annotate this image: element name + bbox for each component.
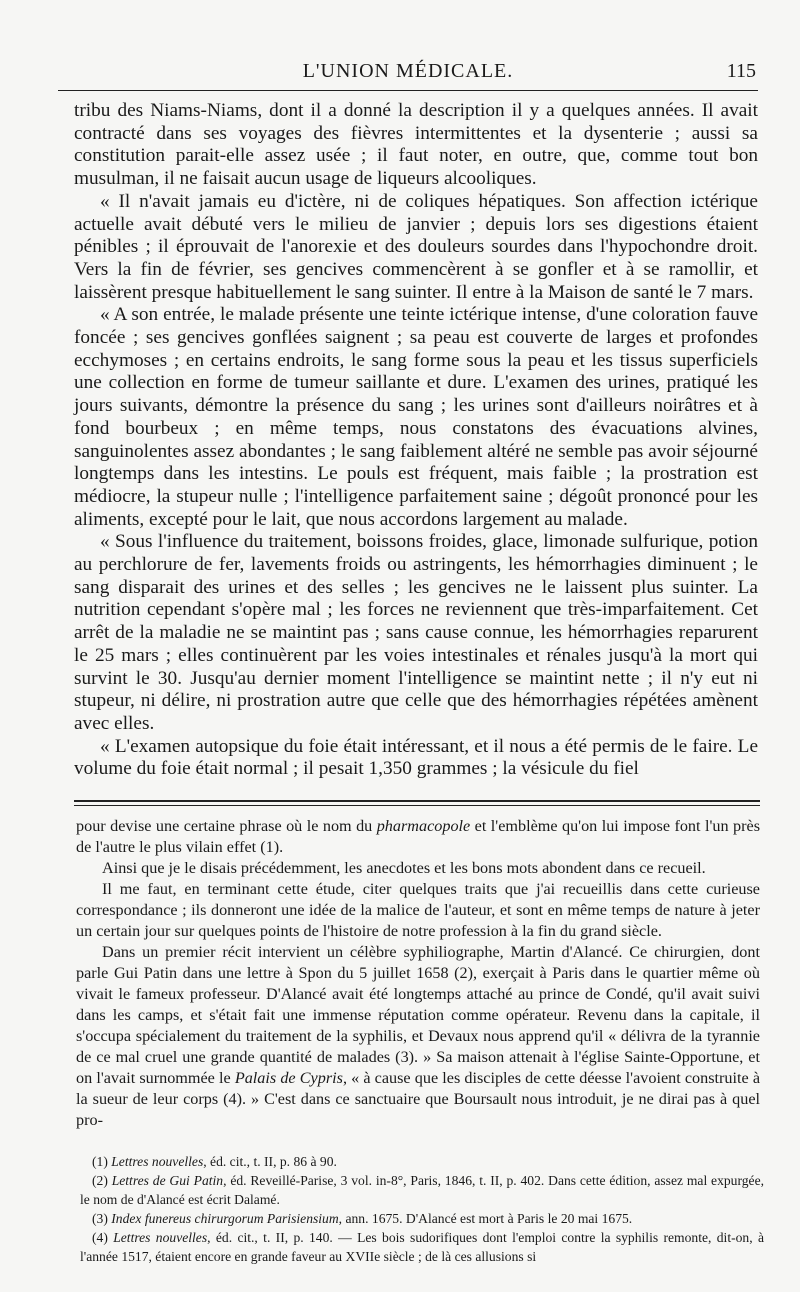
footnote-text: , ann. 1675. D'Alancé est mort à Paris le 20 mai 1675. — [338, 1211, 633, 1226]
footnote-title: Lettres de Gui Patin — [111, 1173, 224, 1188]
feuilleton-paragraph-4 — [76, 942, 760, 1131]
journal-title: L'UNION MÉDICALE. — [302, 60, 514, 82]
footnotes — [80, 1152, 764, 1266]
main-paragraph-3: « A son entrée, le malade présente une teinte ictérique intense, d'une coloration fauve foncée ; ses gencives gonflées saignent ; sa peau est couverte de larges et profondes ecchymoses ; en certains endroits, le sang forme sous la peau et les tissus superficiels une collection en forme de tumeur saillante et dure. L'examen des urines, pratiqué les jours suivants, démontre la présence du sang ; les urines sont d'ailleurs noirâtres et à fond bourbeux ; en même temps, nous constatons des évacuations alvines, sanguinolentes assez abondantes ; le sang faiblement altéré ne semble pas avoir séjourné longtemps dans les intestins. Le pouls est fréquent, mais faible ; la prostration est médiocre, la stupeur nulle ; l'intelligence parfaitement saine ; dégoût prononcé pour les aliments, excepté pour le lait, que nous accordons largement au malade. — [74, 304, 758, 530]
main-paragraph-4: « Sous l'influence du traitement, boissons froides, glace, limonade sulfurique, potion au perchlorure de fer, lavements froids ou astringents, les hémorrhagies diminuent ; le sang disparait des urines et des selles ; les gencives ne le laissent plus suinter. La nutrition cependant s'opère mal ; les forces ne reviennent que très-imparfaitement. Cet arrêt de la maladie ne se maintint pas ; sans cause connue, les hémorrhagies reparurent le 25 mars ; elles continuèrent par les voies intestinales et rénales jusqu'à la mort qui survint le 30. Jusqu'au dernier moment l'intelligence se maintint nette ; il n'y eut ni stupeur, ni délire, ni prostration autre que celle que des hémorrhagies répétées amènent avec elles. — [74, 531, 758, 734]
footnote-3 — [80, 1209, 764, 1228]
main-article — [74, 100, 758, 781]
feuilleton-text: , « à cause que les disciples de cette déesse l'avoient construite à la sueur de leur corps (4). » C'est dans ce sanctuaire que Boursault nous introduit, je ne dirai pas à quel pro- — [76, 1069, 761, 1129]
feuilleton-section — [76, 816, 760, 1131]
header-rule — [58, 90, 758, 91]
running-header — [58, 58, 758, 86]
footnote-4 — [80, 1228, 764, 1266]
footnote-number: (1) — [92, 1154, 112, 1169]
footnote-number: (4) — [92, 1230, 114, 1245]
main-paragraph-2: « Il n'avait jamais eu d'ictère, ni de coliques hépatiques. Son affection ictérique actuelle avait débuté vers le milieu de janvier ; depuis lors ses digestions étaient pénibles ; il éprouvait de l'anorexie et des douleurs sourdes dans l'hypochondre droit. Vers la fin de février, ses gencives commencèrent à se gonfler et à se ramollir, et laissèrent presque habituellement le sang suinter. Il entre à la Maison de santé le 7 mars. — [74, 190, 758, 303]
feuilleton-text: pour devise une certaine phrase où le nom du — [76, 817, 377, 835]
footnote-title: Lettres nouvelles — [111, 1154, 204, 1169]
feuilleton-italic: Palais de Cypris — [234, 1069, 343, 1087]
footnote-2 — [80, 1171, 764, 1209]
feuilleton-text: et l'emblème qu'on lui impose font l'un près de l'autre le plus vilain effet (1). — [76, 817, 760, 856]
feuilleton-divider — [74, 800, 760, 806]
page-number: 115 — [726, 60, 756, 82]
footnote-text: , éd. cit., t. II, p. 86 à 90. — [203, 1154, 337, 1169]
main-paragraph-1: tribu des Niams-Niams, dont il a donné la description il y a quelques années. Il avait contracté dans ses voyages des fièvres intermittentes et la dysenterie ; aussi sa constitution parait-elle assez usée ; il faut noter, en outre, que, comme tout bon musulman, il ne faisait aucun usage de liqueurs alcooliques. — [74, 100, 758, 190]
feuilleton-paragraph-1 — [76, 816, 760, 858]
feuilleton-italic: pharmacopole — [376, 817, 471, 835]
footnote-text: , éd. Reveillé-Parise, 3 vol. in-8°, Paris, 1846, t. II, p. 402. Dans cette édition, assez mal expurgée, le nom de d'Alancé est écrit Dalamé. — [80, 1173, 765, 1207]
footnote-number: (2) — [92, 1173, 112, 1188]
footnote-title: Index funereus chirurgorum Parisiensium — [111, 1211, 339, 1226]
feuilleton-text: Dans un premier récit intervient un célèbre syphiliographe, Martin d'Alancé. Ce chirurgien, dont parle Gui Patin dans une lettre à Spon du 5 juillet 1658 (2), exerçait à Paris dans le quartier même où vivait le fameux professeur. D'Alancé avait été longtemps attaché au prince de Condé, qu'il avait suivi dans les camps, et s'était fait une immense réputation comme opérateur. Revenu dans la capitale, il s'occupa spécialement du traitement de la syphilis, et Devaux nous apprend qu'il « délivra de la tyrannie de ce mal cruel une grande quantité de malades (3). » Sa maison attenait à l'église Sainte-Opportune, et on l'avait surnommée le — [76, 943, 760, 1087]
footnote-number: (3) — [92, 1211, 112, 1226]
footnote-title: Lettres nouvelles — [113, 1230, 208, 1245]
footnote-1 — [80, 1152, 764, 1171]
feuilleton-paragraph-3: Il me faut, en terminant cette étude, citer quelques traits que j'ai recueillis dans cette curieuse correspondance ; ils donneront une idée de la malice de l'auteur, et sont en même temps de nature à jeter un certain jour sur quelques points de l'histoire de notre profession à la fin du grand siècle. — [76, 880, 760, 940]
feuilleton-paragraph-2: Ainsi que je le disais précédemment, les anecdotes et les bons mots abondent dans ce recueil. — [102, 859, 706, 877]
main-paragraph-5: « L'examen autopsique du foie était intéressant, et il nous a été permis de le faire. Le volume du foie était normal ; il pesait 1,350 grammes ; la vésicule du fiel — [74, 735, 758, 780]
footnote-text: , éd. cit., t. II, p. 140. — Les bois sudorifiques dont l'emploi contre la syphilis remonte, dit-on, à l'année 1517, étaient encore en grande faveur au XVIIe siècle ; de là ces allusions si — [80, 1230, 765, 1264]
